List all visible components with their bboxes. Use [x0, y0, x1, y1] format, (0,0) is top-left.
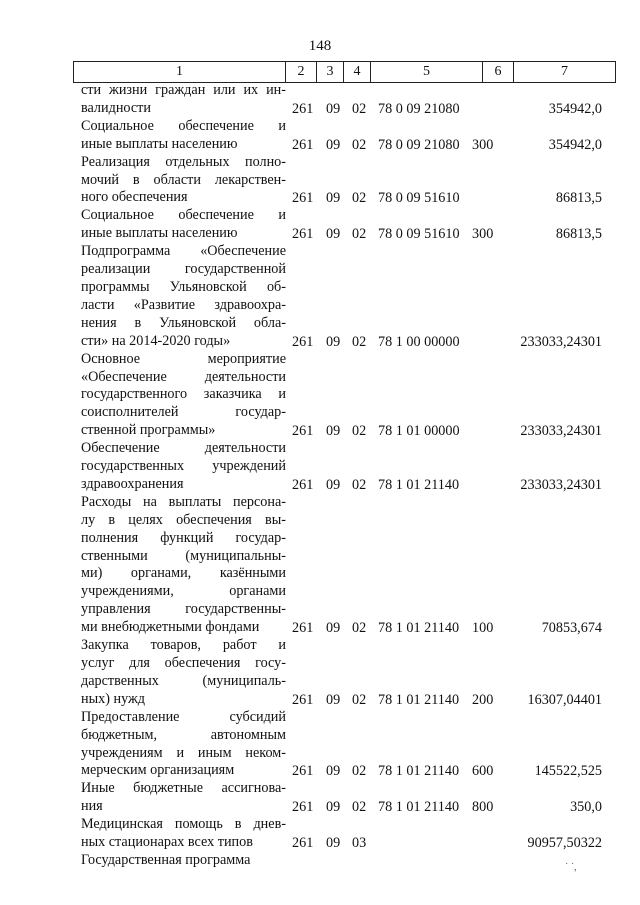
description-line: иные выплаты населению — [81, 135, 238, 152]
description-line: учреждениям и иным неком- — [81, 744, 286, 761]
section-code: 09 — [326, 691, 341, 708]
header-col-1: 1 — [74, 62, 286, 83]
subsection-code: 03 — [352, 834, 367, 851]
subsection-code: 02 — [352, 799, 367, 816]
description-line: Закупка товаров, работ и — [81, 637, 286, 654]
row-description — [81, 709, 286, 781]
description-line: Государственная программа — [81, 851, 251, 868]
section-code: 09 — [326, 763, 341, 780]
admin-code: 261 — [292, 691, 314, 708]
row-description — [81, 351, 286, 441]
header-col-5: 5 — [371, 62, 483, 83]
amount: 350,0 — [570, 799, 602, 816]
budget-row — [0, 780, 640, 816]
budget-rows — [0, 82, 640, 870]
section-code: 09 — [326, 834, 341, 851]
expense-type-code: 200 — [472, 691, 494, 708]
description-line: ми внебюджетными фондами — [81, 619, 260, 636]
amount: 233033,24301 — [520, 333, 602, 350]
subsection-code: 02 — [352, 476, 367, 493]
target-article-code: 78 1 01 21140 — [378, 620, 460, 637]
admin-code: 261 — [292, 799, 314, 816]
description-line: лу в целях обеспечения вы- — [81, 511, 286, 528]
section-code: 09 — [326, 620, 341, 637]
row-description — [81, 780, 286, 816]
description-line: Медицинская помощь в днев- — [81, 816, 286, 833]
amount: 86813,5 — [555, 226, 602, 243]
description-line: Обеспечение деятельности — [81, 440, 286, 457]
header-col-3: 3 — [317, 62, 344, 83]
section-code: 09 — [326, 100, 341, 117]
section-code: 09 — [326, 136, 341, 153]
budget-row — [0, 440, 640, 494]
section-code: 09 — [326, 190, 341, 207]
row-description — [81, 243, 286, 350]
scan-specks: ˙ ˙, — [565, 862, 577, 873]
admin-code: 261 — [292, 834, 314, 851]
budget-row — [0, 207, 640, 243]
amount: 16307,04401 — [527, 691, 602, 708]
row-description — [81, 852, 286, 870]
section-code: 09 — [326, 476, 341, 493]
description-line: Подпрограмма «Обеспечение — [81, 243, 286, 260]
description-line: ных) нужд — [81, 690, 146, 707]
budget-row — [0, 351, 640, 441]
target-article-code: 78 1 00 00000 — [378, 333, 460, 350]
row-description — [81, 494, 286, 637]
target-article-code: 78 1 01 21140 — [378, 691, 460, 708]
expense-type-code: 300 — [472, 136, 494, 153]
description-line: «Обеспечение деятельности — [81, 368, 286, 385]
description-line: дарственных (муниципаль- — [81, 672, 286, 689]
header-col-2: 2 — [286, 62, 317, 83]
admin-code: 261 — [292, 476, 314, 493]
column-header-row — [74, 62, 616, 83]
expense-type-code: 100 — [472, 620, 494, 637]
description-line: мочий в области лекарствен- — [81, 171, 286, 188]
subsection-code: 02 — [352, 763, 367, 780]
budget-row — [0, 243, 640, 350]
subsection-code: 02 — [352, 333, 367, 350]
description-line: соисполнителей государ- — [81, 404, 286, 421]
budget-row — [0, 118, 640, 154]
description-line: сти» на 2014-2020 годы» — [81, 332, 231, 349]
description-line: Предоставление субсидий — [81, 708, 286, 725]
subsection-code: 02 — [352, 620, 367, 637]
description-line: государственного заказчика и — [81, 386, 286, 403]
description-line: услуг для обеспечения госу- — [81, 655, 286, 671]
description-line: валидности — [81, 99, 151, 116]
description-line: реализации государственной — [81, 261, 286, 278]
description-line: ласти «Развитие здравоохра- — [81, 296, 286, 313]
description-line: ных стационарах всех типов — [81, 834, 253, 851]
budget-row — [0, 154, 640, 208]
page-number: 148 — [308, 38, 332, 54]
subsection-code: 02 — [352, 691, 367, 708]
admin-code: 261 — [292, 763, 314, 780]
description-line: ственными (муниципальны- — [81, 547, 286, 564]
description-line: государственных учреждений — [81, 458, 286, 475]
description-line: ного обеспечения — [81, 189, 188, 206]
amount: 90957,50322 — [527, 834, 602, 851]
section-code: 09 — [326, 423, 341, 440]
admin-code: 261 — [292, 226, 314, 243]
subsection-code: 02 — [352, 226, 367, 243]
description-line: здравоохранения — [81, 475, 184, 492]
header-col-4: 4 — [344, 62, 371, 83]
header-col-6: 6 — [483, 62, 514, 83]
admin-code: 261 — [292, 423, 314, 440]
row-description — [81, 816, 286, 852]
description-line: Расходы на выплаты персона- — [81, 493, 286, 510]
amount: 145522,525 — [534, 763, 602, 780]
description-line: ми) органами, казёнными — [81, 565, 286, 582]
row-description — [81, 82, 286, 118]
description-line: нения в Ульяновской обла- — [81, 314, 286, 331]
budget-row — [0, 709, 640, 781]
target-article-code: 78 0 09 21080 — [378, 100, 460, 117]
description-line: мерческим организациям — [81, 762, 235, 779]
section-code: 09 — [326, 799, 341, 816]
budget-row — [0, 494, 640, 637]
expense-type-code: 800 — [472, 799, 494, 816]
description-line: полнения функций государ- — [81, 529, 286, 546]
description-line: Реализация отдельных полно- — [81, 153, 286, 170]
description-line: бюджетным, автономным — [81, 726, 286, 743]
row-description — [81, 154, 286, 208]
budget-row — [0, 82, 640, 118]
description-line: ния — [81, 798, 103, 815]
description-line: Иные бюджетные ассигнова- — [81, 780, 286, 797]
description-line: иные выплаты населению — [81, 225, 238, 242]
description-line: управления государственны- — [81, 601, 286, 618]
row-description — [81, 440, 286, 494]
subsection-code: 02 — [352, 100, 367, 117]
expense-type-code: 600 — [472, 763, 494, 780]
description-line: Социальное обеспечение и — [81, 117, 286, 134]
amount: 233033,24301 — [520, 423, 602, 440]
section-code: 09 — [326, 333, 341, 350]
target-article-code: 78 0 09 21080 — [378, 136, 460, 153]
description-line: ственной программы» — [81, 422, 216, 439]
subsection-code: 02 — [352, 136, 367, 153]
target-article-code: 78 0 09 51610 — [378, 226, 460, 243]
amount: 86813,5 — [555, 190, 602, 207]
description-line: Социальное обеспечение и — [81, 207, 286, 224]
amount: 233033,24301 — [520, 476, 602, 493]
section-code: 09 — [326, 226, 341, 243]
admin-code: 261 — [292, 100, 314, 117]
expense-type-code: 300 — [472, 226, 494, 243]
budget-row — [0, 637, 640, 709]
row-description — [81, 637, 286, 709]
target-article-code: 78 0 09 51610 — [378, 190, 460, 207]
admin-code: 261 — [292, 136, 314, 153]
budget-row — [0, 852, 640, 870]
row-description — [81, 118, 286, 154]
row-description — [81, 207, 286, 243]
admin-code: 261 — [292, 620, 314, 637]
subsection-code: 02 — [352, 423, 367, 440]
subsection-code: 02 — [352, 190, 367, 207]
target-article-code: 78 1 01 00000 — [378, 423, 460, 440]
budget-row — [0, 816, 640, 852]
admin-code: 261 — [292, 190, 314, 207]
header-col-7: 7 — [514, 62, 616, 83]
column-header-table — [73, 61, 616, 83]
description-line: учреждениями, органами — [81, 583, 286, 600]
description-line: сти жизни граждан или их ин- — [81, 82, 286, 98]
amount: 70853,674 — [541, 620, 602, 637]
amount: 354942,0 — [548, 100, 602, 117]
target-article-code: 78 1 01 21140 — [378, 476, 460, 493]
amount: 354942,0 — [548, 136, 602, 153]
admin-code: 261 — [292, 333, 314, 350]
target-article-code: 78 1 01 21140 — [378, 763, 460, 780]
description-line: Основное мероприятие — [81, 350, 286, 367]
target-article-code: 78 1 01 21140 — [378, 799, 460, 816]
description-line: программы Ульяновской об- — [81, 278, 286, 295]
